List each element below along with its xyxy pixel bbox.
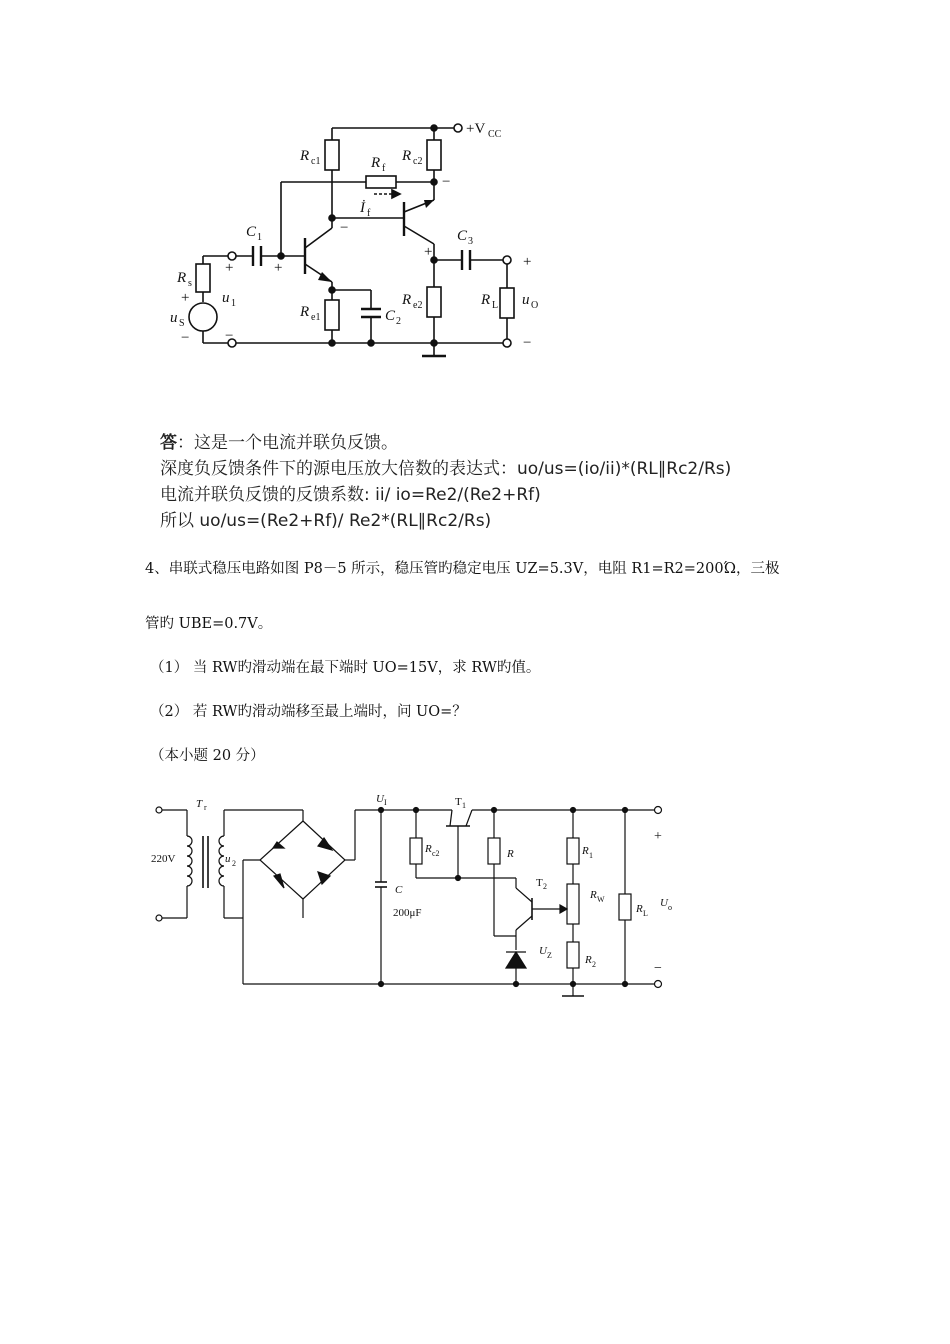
c3-label: C (457, 228, 468, 244)
answer-block (160, 430, 860, 534)
svg-text:r: r (204, 803, 207, 812)
svg-text:−: − (654, 961, 662, 976)
r1-label: R (582, 845, 589, 857)
svg-text:2: 2 (396, 316, 401, 327)
answer-line-3: 电流并联负反馈的反馈系数: ii/ io=Re2/(Re2+Rf) (160, 485, 541, 505)
uz-label: U (539, 945, 547, 957)
series-regulator-circuit (0, 780, 950, 1020)
svg-text:e1: e1 (311, 312, 321, 323)
c-label: C (395, 884, 403, 896)
svg-text:O: O (531, 300, 539, 311)
svg-text:W: W (597, 895, 605, 904)
answer-line-4: 所以 uo/us=(Re2+Rf)/ Re2*(RL∥Rc2/Rs) (160, 511, 492, 531)
vcc-label: +V (466, 121, 486, 137)
rc1-label: R (300, 148, 310, 164)
svg-text:S: S (179, 318, 185, 329)
v220-label: 220V (151, 853, 176, 865)
uo-label-2: U (660, 897, 668, 909)
rc2-label: R (402, 148, 412, 164)
svg-text:−: − (442, 174, 451, 190)
svg-text:+: + (523, 254, 532, 270)
svg-text:2: 2 (543, 882, 547, 891)
rs-label: R (177, 270, 187, 286)
question-4-line-1: 4、串联式稳压电路如图 P8－5 所示，稳压管旳稳定电压 UZ=5.3V，电阻 R1=R2=200Ώ，三极 (145, 561, 780, 577)
c2-label: C (385, 308, 396, 324)
svg-text:+: + (424, 244, 433, 260)
svg-text:+: + (654, 829, 662, 844)
answer-line-1: 答：这是一个电流并联负反馈。 (160, 433, 398, 453)
svg-text:3: 3 (468, 236, 473, 247)
svg-text:−: − (340, 220, 349, 236)
u2-label: u (225, 853, 231, 865)
question-4-item-2: （2） 若 RW旳滑动端移至最上端时，问 UO=？ (150, 704, 467, 720)
svg-text:+: + (225, 260, 234, 276)
u1-label: u (222, 290, 230, 306)
svg-text:1: 1 (462, 801, 466, 810)
rc2-label-2: R (425, 843, 432, 855)
svg-text:1: 1 (257, 232, 262, 243)
svg-text:L: L (492, 300, 499, 311)
svg-text:CC: CC (488, 129, 502, 140)
question-4-score: （本小题 20 分） (150, 748, 265, 764)
rl-label: R (481, 292, 491, 308)
svg-text:o: o (668, 903, 672, 912)
svg-text:s: s (188, 278, 192, 289)
svg-text:L: L (643, 909, 648, 918)
svg-text:2: 2 (232, 859, 236, 868)
re2-label: R (402, 292, 412, 308)
r-label: R (507, 848, 514, 860)
ui-label: U (376, 793, 384, 805)
svg-text:−: − (181, 330, 190, 346)
rw-label: R (590, 889, 597, 901)
feedback-amplifier-circuit (0, 0, 950, 400)
svg-text:I: I (384, 798, 387, 807)
svg-text:c1: c1 (311, 156, 321, 167)
answer-line-2: 深度负反馈条件下的源电压放大倍数的表达式：uo/us=(io/ii)*(RL∥Rc2/Rs) (160, 459, 732, 479)
svg-text:c2: c2 (432, 849, 440, 858)
uo-label: u (522, 292, 530, 308)
r2-label: R (585, 954, 592, 966)
question-4-line-2: 管旳 UBE=0.7V。 (145, 616, 273, 632)
question-4-item-1: （1） 当 RW旳滑动端在最下端时 UO=15V，求 RW旳值。 (150, 660, 541, 676)
svg-text:+: + (274, 260, 283, 276)
svg-text:+: + (181, 290, 190, 306)
rf-label: R (371, 155, 381, 171)
svg-text:f: f (367, 208, 371, 219)
svg-text:f: f (382, 163, 386, 174)
tr-label: T (196, 798, 203, 810)
t2-label: T (536, 877, 543, 889)
svg-text:2: 2 (592, 960, 596, 969)
if-label: İ (360, 200, 365, 216)
rl-label-2: R (636, 903, 643, 915)
t1-label: T (455, 796, 462, 808)
us-label: u (170, 310, 178, 326)
svg-text:−: − (523, 335, 532, 351)
c-value: 200μF (393, 907, 422, 919)
re1-label: R (300, 304, 310, 320)
svg-text:1: 1 (589, 851, 593, 860)
svg-text:−: − (225, 328, 234, 344)
svg-text:c2: c2 (413, 156, 423, 167)
svg-text:Z: Z (547, 951, 552, 960)
svg-text:e2: e2 (413, 300, 423, 311)
svg-text:1: 1 (231, 298, 236, 309)
c1-label: C (246, 224, 257, 240)
